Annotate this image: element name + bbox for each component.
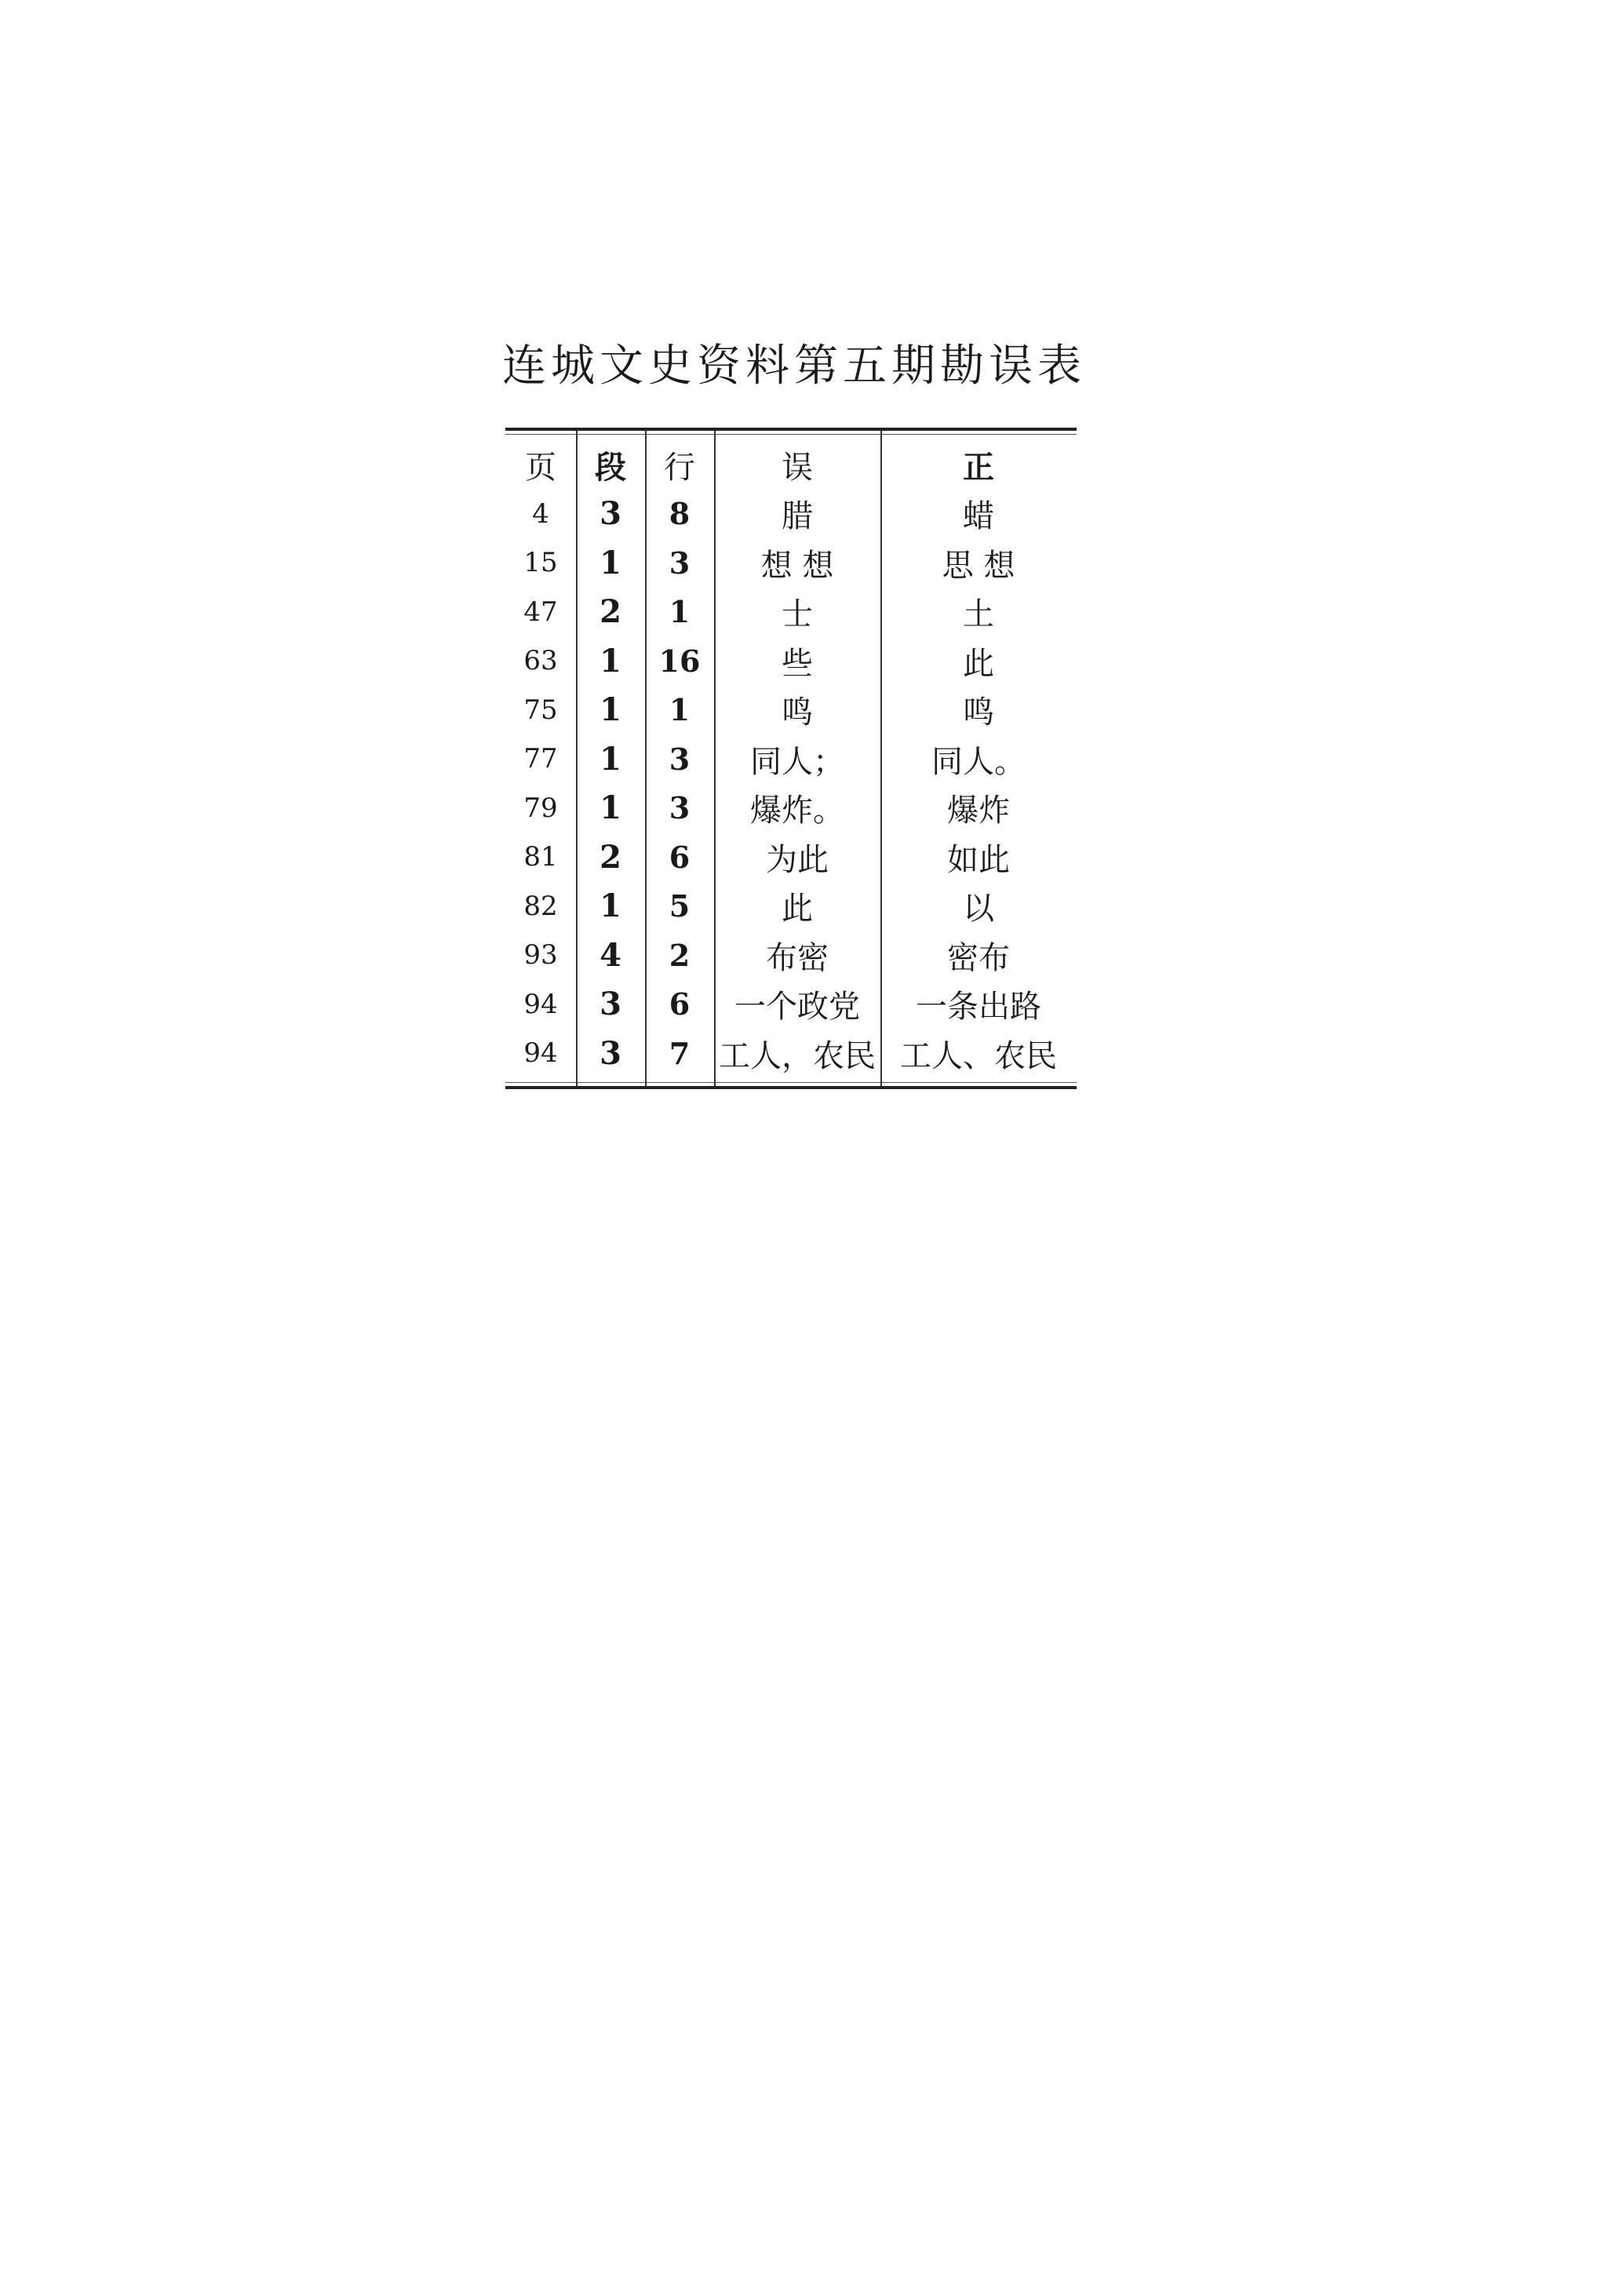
cell-wrong: 为此 — [766, 841, 829, 878]
cell-wrong: 同人； — [750, 743, 844, 780]
table-header-row — [505, 440, 1077, 490]
table-row — [505, 490, 1077, 539]
table-top-rule — [505, 434, 1077, 435]
cell-page: 82 — [523, 890, 558, 922]
cell-correct: 蜡 — [963, 498, 994, 535]
header-section: 段 — [595, 448, 626, 486]
cell-line: 7 — [669, 1035, 691, 1071]
table-row — [505, 1029, 1077, 1078]
cell-correct: 爆炸 — [947, 793, 1010, 829]
cell-page: 94 — [523, 1037, 558, 1070]
table-row — [505, 538, 1077, 588]
cell-line: 1 — [669, 692, 691, 728]
cell-line: 3 — [669, 545, 691, 581]
cell-wrong: 一个政党 — [734, 989, 860, 1026]
errata-title: 连城文史资料第五期勘误表 — [502, 341, 1086, 392]
cell-section: 4 — [600, 936, 621, 974]
cell-line: 3 — [669, 741, 691, 777]
cell-section: 3 — [600, 986, 621, 1023]
cell-line: 6 — [669, 839, 691, 875]
cell-wrong: 此 — [782, 891, 813, 928]
cell-wrong: 士 — [782, 596, 813, 633]
cell-wrong: 布密 — [766, 939, 829, 976]
cell-section: 1 — [600, 740, 621, 778]
cell-section: 3 — [600, 495, 621, 533]
cell-wrong: 爆炸。 — [750, 793, 844, 829]
cell-wrong: 工人，农民 — [719, 1037, 876, 1074]
header-wrong: 误 — [782, 449, 813, 486]
cell-line: 8 — [669, 496, 691, 532]
cell-line: 3 — [669, 790, 691, 826]
cell-line: 6 — [669, 986, 691, 1022]
cell-wrong: 想 想 — [760, 547, 834, 584]
cell-section: 1 — [600, 544, 621, 581]
cell-correct: 一条出路 — [916, 989, 1041, 1026]
cell-section: 2 — [600, 593, 621, 631]
cell-page: 93 — [523, 939, 558, 971]
cell-correct: 土 — [963, 596, 994, 633]
table-row — [505, 931, 1077, 980]
cell-correct: 同人。 — [931, 743, 1026, 780]
cell-correct: 此 — [963, 645, 994, 682]
cell-wrong: 腊 — [782, 498, 813, 535]
cell-section: 3 — [600, 1034, 621, 1072]
cell-section: 1 — [600, 691, 621, 729]
cell-correct: 鸣 — [963, 694, 994, 731]
cell-section: 1 — [600, 789, 621, 827]
cell-correct: 密布 — [947, 939, 1010, 976]
cell-section: 1 — [600, 887, 621, 925]
errata-table — [505, 428, 1077, 1089]
cell-page: 63 — [523, 645, 558, 677]
cell-page: 79 — [523, 792, 558, 824]
cell-line: 1 — [669, 594, 691, 630]
table-row — [505, 686, 1077, 735]
errata-rows — [505, 440, 1077, 1078]
table-row — [505, 882, 1077, 931]
table-row — [505, 588, 1077, 637]
header-page: 页 — [525, 449, 556, 486]
cell-line: 5 — [669, 888, 691, 924]
cell-page: 15 — [523, 547, 558, 579]
table-bottom-rule — [505, 1082, 1077, 1083]
table-row — [505, 784, 1077, 833]
cell-page: 47 — [523, 596, 558, 628]
cell-correct: 思 想 — [942, 547, 1015, 584]
cell-correct: 工人、农民 — [900, 1037, 1057, 1074]
header-line: 行 — [664, 449, 695, 486]
table-row — [505, 980, 1077, 1030]
table-row — [505, 636, 1077, 686]
cell-line: 16 — [658, 643, 701, 679]
cell-page: 4 — [532, 497, 549, 530]
cell-section: 1 — [600, 642, 621, 680]
table-row — [505, 833, 1077, 882]
table-row — [505, 734, 1077, 784]
cell-wrong: 鸣 — [782, 694, 813, 731]
cell-line: 2 — [669, 937, 691, 973]
cell-page: 77 — [523, 743, 558, 775]
cell-page: 81 — [523, 841, 558, 873]
cell-correct: 以 — [963, 891, 994, 928]
header-correct: 正 — [963, 448, 994, 486]
cell-page: 94 — [523, 988, 558, 1020]
cell-section: 2 — [600, 838, 621, 876]
cell-page: 75 — [523, 694, 558, 726]
cell-correct: 如此 — [947, 841, 1010, 878]
cell-wrong: 些 — [782, 645, 813, 682]
